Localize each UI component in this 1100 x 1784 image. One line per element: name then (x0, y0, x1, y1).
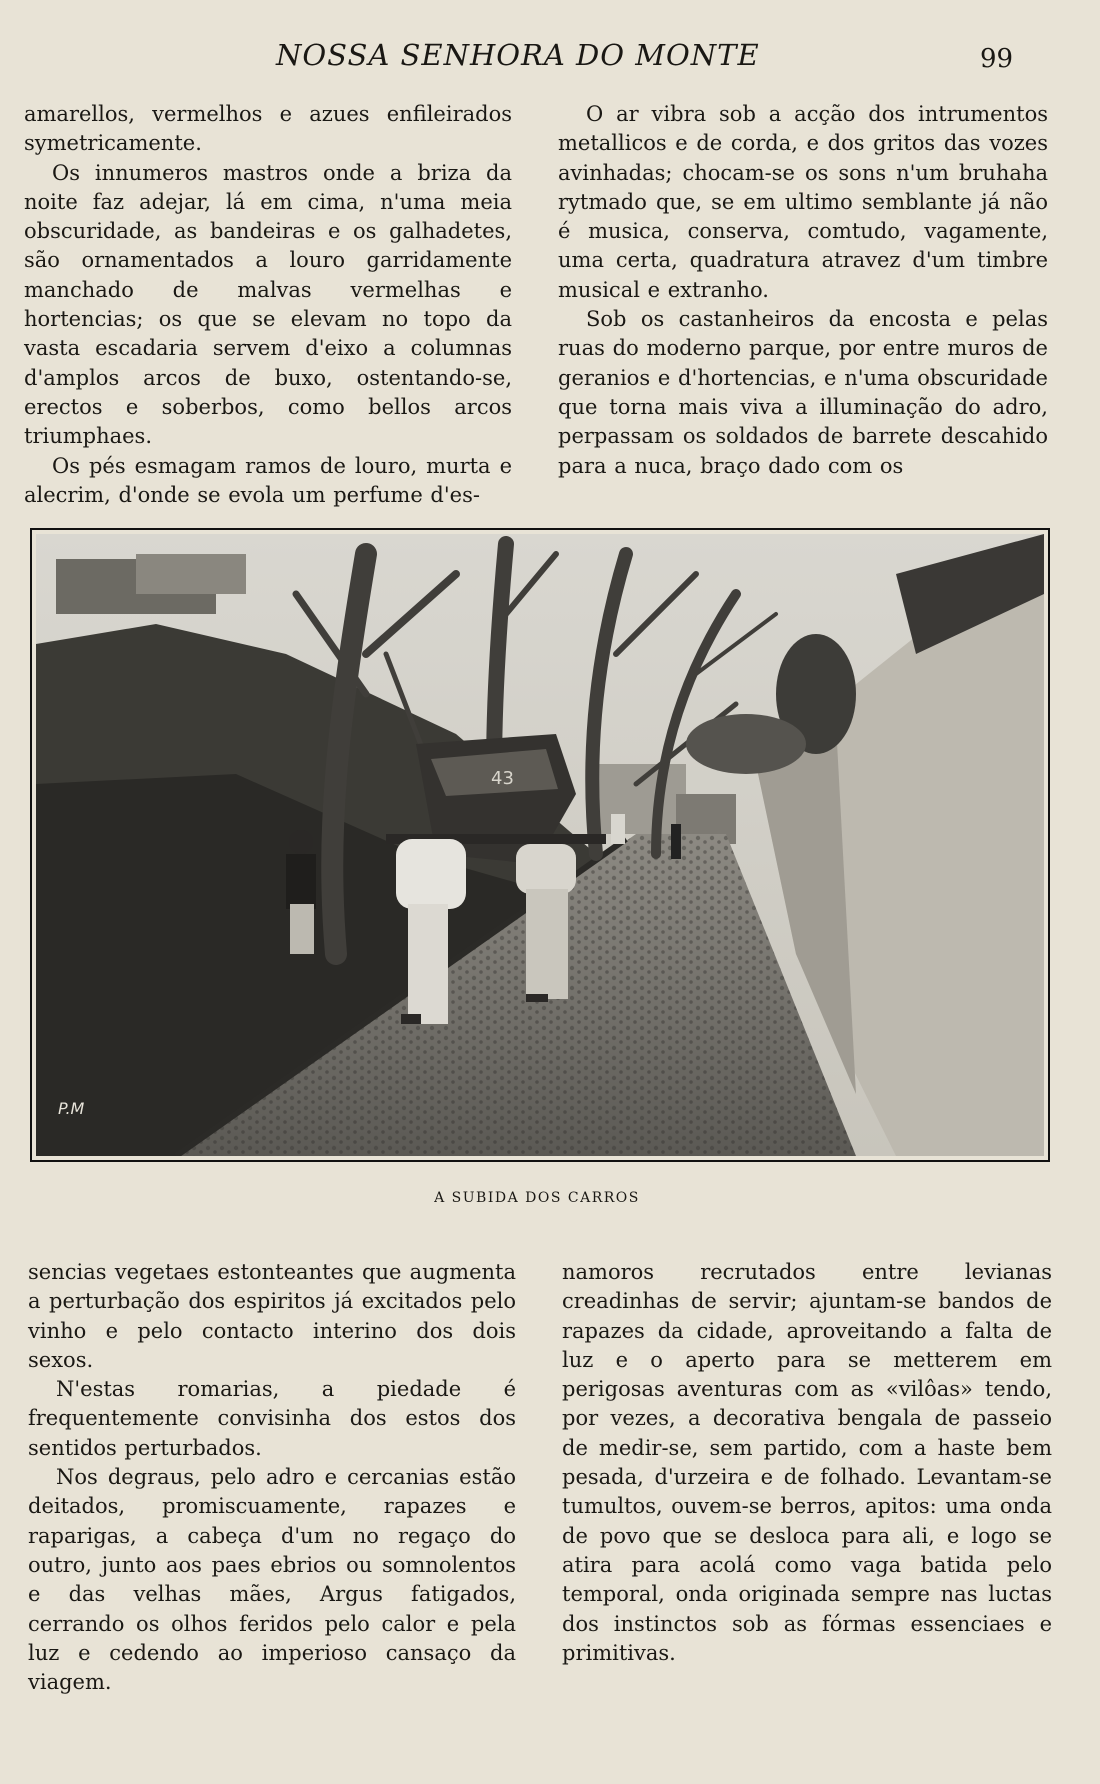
photographer-signature: P.M (58, 1099, 85, 1118)
photograph (30, 528, 1050, 1162)
paragraph: Nos degraus, pelo adro e cercanias estão deitados, promiscuamente, rapazes e raparigas, a cabeça d'um no regaço do outro, junto aos paes ebrios ou somnolentos e das velhas mães, Argus fatigados, cerrando os olhos feridos pelo calor e pela luz e cedendo ao imperioso cansaço da viagem. (28, 1465, 516, 1695)
photo-caption: A SUBIDA DOS CARROS (434, 1190, 640, 1206)
paragraph: sencias vegetaes estonteantes que augmenta a perturbação dos espiritos já excitados pelo vinho e pelo contacto interino dos dois sexos. (28, 1260, 516, 1372)
paragraph: namoros recrutados entre levianas creadinhas de servir; ajuntam-se bandos de rapazes da cidade, aproveitando a falta de luz e o aperto para se metterem em perigosas aventuras com as «vilôas» tendo, por vezes, a decorativa bengala de passeio de medir-se, sem partido, com a haste bem pesada, d'urzeira e de folhado. Levantam-se tumultos, ouvem-se berros, apitos: uma onda de povo que se desloca para ali, e logo se atira para acolá como vaga batida pelo temporal, onda originada sempre nas luctas dos instinctos sob as fórmas essenciaes e primitivas. (562, 1260, 1052, 1665)
paragraph: Os innumeros mastros onde a briza da noite faz adejar, lá em cima, n'uma meia obscuridade, as bandeiras e os galhadetes, são ornamentados a louro garridamente manchado de malvas vermelhas e hortencias; os que se elevam no topo da vasta escadaria servem d'eixo a columnas d'amplos arcos de buxo, ostentando-se, erectos e soberbos, como bellos arcos triumphaes. (24, 160, 512, 449)
top-right-column (558, 100, 1048, 481)
paragraph: O ar vibra sob a acção dos intrumentos metallicos e de corda, e dos gritos das vozes avinhadas; chocam-se os sons n'um bruhaha rytmado que, se em ultimo semblante já não é musica, conserva, comtudo, vagamente, uma certa, quadratura atravez d'um timbre musical e extranho. (558, 102, 1048, 302)
bottom-left-column (28, 1258, 516, 1697)
photo-street-scene (36, 534, 1044, 1156)
paragraph: Os pés esmagam ramos de louro, murta e alecrim, d'onde se evola um perfume d'es- (24, 453, 512, 507)
page-number: 99 (980, 44, 1014, 74)
paragraph: N'estas romarias, a piedade é frequentemente convisinha dos estos dos sentidos perturbados. (28, 1377, 516, 1460)
running-title: NOSSA SENHORA DO MONTE (276, 38, 760, 72)
bottom-right-column (562, 1258, 1052, 1668)
sled-number: 43 (491, 768, 514, 789)
paragraph: Sob os castanheiros da encosta e pelas ruas do moderno parque, por entre muros de geranios e d'hortencias, e n'uma obscuridade que torna mais viva a illuminação do adro, perpassam os soldados de barrete descahido para a nuca, braço dado com os (558, 307, 1048, 478)
paragraph: amarellos, vermelhos e azues enfileirados symetricamente. (24, 102, 512, 156)
top-left-column (24, 100, 512, 510)
